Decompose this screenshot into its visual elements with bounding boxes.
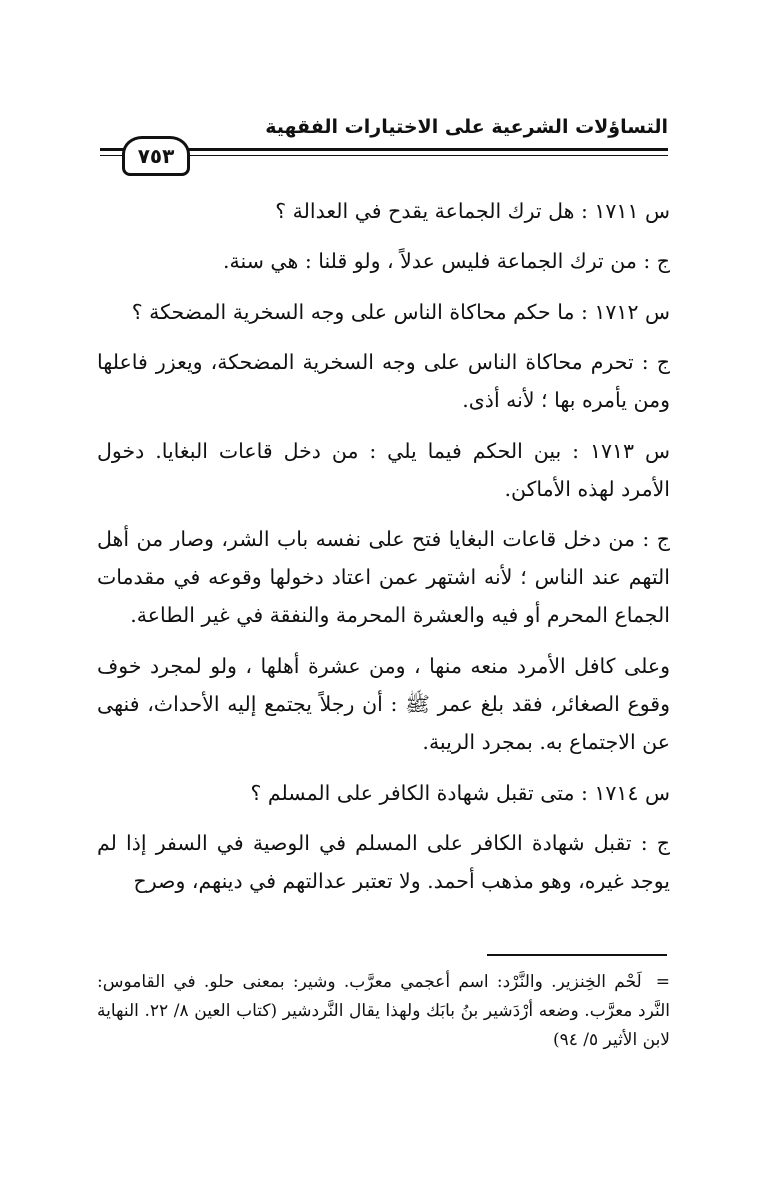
footnote-separator: [487, 954, 667, 956]
answer-1711: ج : من ترك الجماعة فليس عدلاً ، ولو قلنا : هي سنة.: [223, 249, 670, 273]
answer-1712: ج : تحرم محاكاة الناس على وجه السخرية المضحكة، ويعزر فاعلها ومن يأمره بها ؛ لأنه أذى.: [97, 350, 670, 412]
page-header: [100, 108, 668, 178]
question-1713: س ١٧١٣ : بين الحكم فيما يلي : من دخل قاعات البغايا. دخول الأمرد لهذه الأماكن.: [97, 439, 670, 501]
page-number: ٧٥٣: [122, 136, 190, 176]
answer-1713-continued: وعلى كافل الأمرد منعه منها ، ومن عشرة أهلها ، ولو لمجرد خوف وقوع الصغائر، فقد بلغ عمر ﷺ : أن رجلاً يجتمع إليه الأحداث، فنهى عن الاجتماع به. بمجرد الريبة.: [97, 654, 670, 754]
question-1711: س ١٧١١ : هل ترك الجماعة يقدح في العدالة ؟: [275, 199, 670, 223]
question-1714: س ١٧١٤ : متى تقبل شهادة الكافر على المسلم ؟: [250, 781, 670, 805]
footnote-text: لَحْم الخِنزير. والنَّرْد: اسم أعجمي معرَّب. وشير: بمعنى حلو. في القاموس: النَّرد معرَّب. وضعه أرْدَشير بنُ بابَك ولهذا يقال النَّردشير (كتاب العين ٨/ ٢٢. النهاية لابن الأثير ٥/ ٩٤): [97, 972, 670, 1050]
answer-1713: ج : من دخل قاعات البغايا فتح على نفسه باب الشر، وصار من أهل التهم عند الناس ؛ لأنه اشتهر عمن اعتاد دخولها وقوعه في مقدمات الجماع المحرم أو فيه والعشرة المحرمة والنفقة في غير الطاعة.: [97, 527, 670, 627]
footnote: [97, 968, 670, 1055]
answer-1714: ج : تقبل شهادة الكافر على المسلم في الوصية في السفر إذا لم يوجد غيره، وهو مذهب أحمد. ولا تعتبر عدالتهم في دينهم، وصرح: [97, 831, 670, 893]
question-1712: س ١٧١٢ : ما حكم محاكاة الناس على وجه السخرية المضحكة ؟: [131, 300, 670, 324]
footnote-continuation-marker: =: [655, 972, 670, 992]
page-body: [97, 192, 670, 913]
running-title: التساؤلات الشرعية على الاختيارات الفقهية: [265, 116, 668, 138]
